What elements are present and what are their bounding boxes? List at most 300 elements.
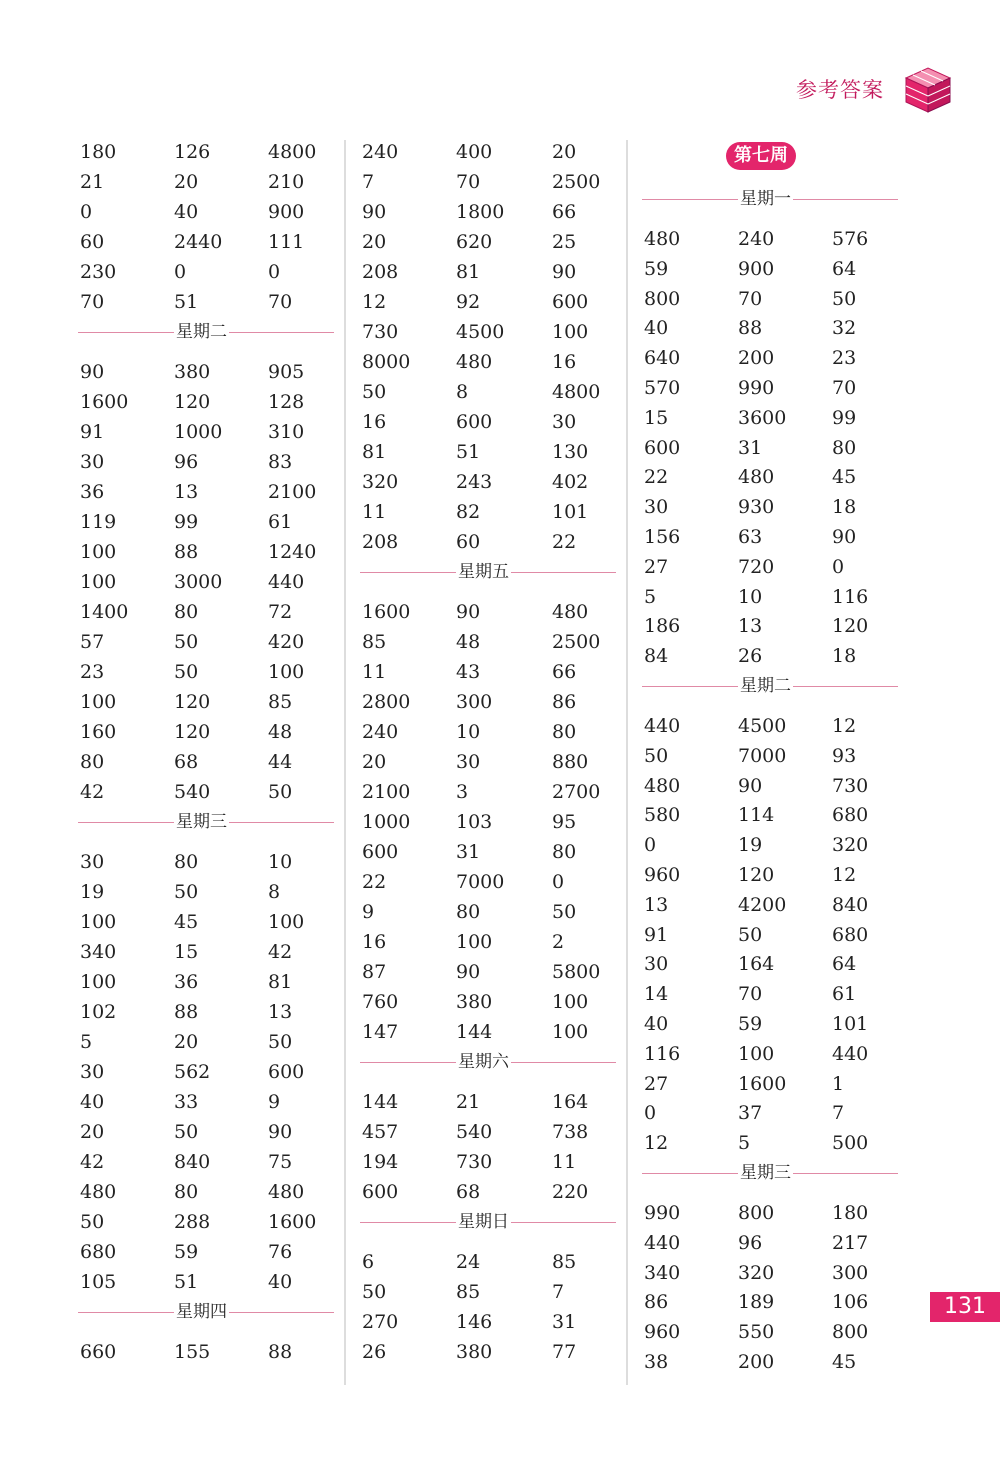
answer-value: 3	[456, 781, 469, 803]
day-heading	[360, 1047, 616, 1077]
answer-value: 144	[456, 1021, 493, 1043]
answer-value: 31	[552, 1311, 577, 1333]
answer-value: 2800	[362, 691, 411, 713]
answer-value: 210	[268, 171, 305, 193]
answer-value: 600	[456, 411, 493, 433]
day-heading	[642, 671, 898, 701]
answer-value: 340	[80, 941, 117, 963]
answer-value: 13	[644, 893, 669, 916]
answer-value: 25	[552, 231, 577, 253]
answer-value: 64	[832, 953, 857, 976]
answer-row	[360, 287, 616, 317]
answer-row	[642, 611, 898, 641]
answer-row	[360, 1247, 616, 1277]
answer-value: 30	[456, 751, 481, 773]
answer-value: 100	[738, 1042, 775, 1065]
answer-row	[642, 1128, 898, 1158]
answer-value: 440	[644, 1231, 681, 1254]
answer-value: 103	[456, 811, 493, 833]
answer-value: 63	[738, 526, 763, 548]
answer-value: 26	[738, 645, 763, 668]
answer-row	[78, 1027, 334, 1057]
answer-value: 147	[362, 1021, 399, 1043]
answer-value: 120	[738, 864, 775, 886]
answer-value: 92	[456, 291, 481, 313]
answer-value: 240	[362, 721, 399, 743]
answer-row	[642, 711, 898, 741]
answer-value: 16	[362, 411, 387, 433]
answer-value: 59	[738, 1013, 763, 1035]
answer-value: 99	[832, 406, 857, 429]
answer-value: 106	[832, 1291, 869, 1314]
answer-value: 31	[456, 841, 481, 863]
answer-row	[78, 687, 334, 717]
day-heading-label: 星期二	[174, 319, 229, 345]
answer-value: 0	[80, 201, 93, 223]
answer-row	[642, 741, 898, 771]
answer-row	[78, 197, 334, 227]
answer-row	[78, 1337, 334, 1367]
answer-row	[642, 890, 898, 920]
answer-row	[78, 1207, 334, 1237]
answer-value: 7	[832, 1102, 845, 1125]
answer-value: 480	[552, 601, 589, 623]
answer-value: 86	[552, 691, 577, 713]
answer-value: 80	[80, 751, 105, 773]
answer-value: 88	[738, 317, 763, 340]
answer-value: 90	[362, 201, 387, 223]
answer-value: 36	[80, 481, 105, 503]
answer-value: 76	[268, 1241, 293, 1263]
answer-value: 440	[644, 715, 681, 737]
day-heading-label: 星期四	[174, 1299, 229, 1325]
answer-value: 4800	[552, 381, 601, 403]
answer-row	[78, 447, 334, 477]
answer-value: 660	[80, 1341, 117, 1363]
answer-row	[642, 1009, 898, 1039]
answer-value: 1800	[456, 201, 505, 223]
answer-row	[78, 597, 334, 627]
answer-value: 240	[738, 228, 775, 250]
answer-value: 230	[80, 261, 117, 283]
answer-row	[78, 227, 334, 257]
answer-row	[78, 747, 334, 777]
answer-value: 27	[644, 1072, 669, 1095]
answer-value: 840	[174, 1151, 211, 1173]
answer-value: 85	[268, 691, 293, 713]
answer-value: 5	[644, 585, 657, 608]
answer-value: 43	[456, 661, 481, 683]
day-heading	[360, 557, 616, 587]
answer-value: 540	[456, 1121, 493, 1143]
answer-value: 440	[832, 1042, 869, 1065]
answer-row	[642, 920, 898, 950]
answer-value: 200	[738, 347, 775, 370]
answer-row	[78, 777, 334, 807]
answer-row	[360, 747, 616, 777]
answer-row	[360, 897, 616, 927]
answer-row	[642, 522, 898, 552]
answer-value: 81	[362, 441, 387, 463]
answer-value: 1	[832, 1072, 845, 1095]
answer-value: 24	[456, 1251, 481, 1273]
answer-value: 600	[268, 1061, 305, 1083]
answer-value: 60	[80, 231, 105, 253]
answer-value: 840	[832, 893, 869, 916]
answer-value: 90	[832, 526, 857, 548]
answer-row	[78, 537, 334, 567]
answer-value: 5	[738, 1132, 751, 1155]
answer-value: 3600	[738, 406, 787, 429]
answer-value: 120	[174, 691, 211, 713]
answer-value: 40	[174, 201, 199, 223]
answer-value: 87	[362, 961, 387, 983]
answer-value: 900	[268, 201, 305, 223]
answer-row	[642, 1098, 898, 1128]
answer-value: 14	[644, 983, 669, 1006]
answer-row	[642, 860, 898, 890]
answer-value: 80	[552, 721, 577, 743]
answer-value: 550	[738, 1321, 775, 1344]
answer-value: 116	[832, 585, 869, 608]
answer-row	[642, 284, 898, 314]
answer-value: 90	[738, 774, 763, 797]
answer-value: 420	[268, 631, 305, 653]
answer-row	[642, 582, 898, 612]
answer-row	[78, 847, 334, 877]
answer-row	[642, 224, 898, 254]
answer-value: 50	[80, 1211, 105, 1233]
answer-value: 95	[552, 811, 577, 833]
answer-value: 23	[832, 347, 857, 370]
answer-value: 580	[644, 804, 681, 827]
day-heading-label: 星期日	[456, 1209, 511, 1235]
answer-value: 100	[456, 931, 493, 953]
answer-row	[78, 997, 334, 1027]
answer-row	[360, 1307, 616, 1337]
answer-value: 16	[362, 931, 387, 953]
answer-value: 730	[832, 774, 869, 797]
answer-row	[78, 1087, 334, 1117]
answer-value: 19	[80, 881, 105, 903]
day-heading-label: 星期三	[738, 1160, 793, 1186]
answer-row	[360, 597, 616, 627]
answer-value: 540	[174, 781, 211, 803]
answer-row	[360, 927, 616, 957]
answer-row	[360, 317, 616, 347]
answer-value: 120	[832, 615, 869, 638]
answer-value: 930	[738, 496, 775, 519]
answer-value: 30	[80, 851, 105, 873]
day-heading-label: 星期五	[456, 559, 511, 585]
answer-value: 90	[456, 601, 481, 623]
answer-row	[360, 137, 616, 167]
answer-value: 2100	[362, 781, 411, 803]
answer-value: 480	[268, 1181, 305, 1203]
answer-value: 51	[174, 1271, 199, 1293]
answer-value: 80	[174, 601, 199, 623]
answer-value: 0	[644, 834, 657, 857]
answer-value: 1240	[268, 541, 317, 563]
answer-value: 51	[456, 441, 481, 463]
answer-value: 300	[456, 691, 493, 713]
answer-value: 12	[832, 864, 857, 886]
answer-row	[360, 987, 616, 1017]
answer-value: 80	[174, 851, 199, 873]
day-heading-label: 星期一	[738, 186, 793, 212]
answer-value: 12	[362, 291, 387, 313]
answer-value: 19	[738, 834, 763, 857]
answer-row	[78, 717, 334, 747]
answer-value: 114	[738, 804, 775, 827]
answer-row	[642, 1317, 898, 1347]
answer-value: 111	[268, 231, 305, 253]
answer-value: 61	[832, 983, 857, 1006]
answer-row	[642, 949, 898, 979]
answer-value: 100	[80, 971, 117, 993]
answer-value: 730	[362, 321, 399, 343]
answer-value: 81	[268, 971, 293, 993]
answer-value: 7000	[738, 744, 787, 767]
answer-value: 23	[80, 661, 105, 683]
answer-value: 400	[456, 141, 493, 163]
answer-row	[360, 467, 616, 497]
answer-value: 156	[644, 526, 681, 548]
answer-value: 2100	[268, 481, 317, 503]
answer-value: 905	[268, 361, 305, 383]
answer-value: 4500	[738, 715, 787, 737]
answer-value: 16	[552, 351, 577, 373]
answer-value: 730	[456, 1151, 493, 1173]
answer-value: 440	[268, 571, 305, 593]
answer-value: 990	[644, 1202, 681, 1224]
answer-value: 620	[456, 231, 493, 253]
answer-value: 100	[80, 541, 117, 563]
day-heading	[78, 317, 334, 347]
answer-value: 80	[552, 841, 577, 863]
answer-row	[78, 1147, 334, 1177]
answer-row	[360, 1177, 616, 1207]
answer-value: 59	[644, 257, 669, 280]
answer-value: 45	[832, 1351, 857, 1373]
answer-row	[360, 837, 616, 867]
answer-value: 20	[362, 751, 387, 773]
answer-value: 18	[832, 645, 857, 668]
answer-value: 100	[80, 691, 117, 713]
answer-value: 50	[268, 781, 293, 803]
day-heading	[78, 1297, 334, 1327]
day-heading-label: 星期三	[174, 809, 229, 835]
answer-row	[78, 257, 334, 287]
answer-value: 32	[832, 317, 857, 340]
answer-row	[642, 771, 898, 801]
answer-value: 960	[644, 1321, 681, 1344]
answer-value: 0	[552, 871, 565, 893]
answer-value: 7	[362, 171, 375, 193]
answer-value: 320	[832, 834, 869, 857]
answer-row	[360, 227, 616, 257]
answer-value: 1600	[268, 1211, 317, 1233]
answer-value: 50	[174, 631, 199, 653]
answer-value: 40	[268, 1271, 293, 1293]
answer-row	[360, 1087, 616, 1117]
answer-value: 57	[80, 631, 105, 653]
answer-value: 26	[362, 1341, 387, 1363]
answer-row	[642, 552, 898, 582]
answer-value: 50	[644, 744, 669, 767]
answer-value: 128	[268, 391, 305, 413]
answer-value: 155	[174, 1341, 211, 1363]
answer-value: 64	[832, 257, 857, 280]
answer-row	[360, 1337, 616, 1367]
answer-value: 10	[456, 721, 481, 743]
answer-value: 5	[80, 1031, 93, 1053]
answer-value: 760	[362, 991, 399, 1013]
answer-value: 27	[644, 555, 669, 578]
answer-value: 99	[174, 511, 199, 533]
answer-row	[642, 830, 898, 860]
answer-value: 96	[174, 451, 199, 473]
answer-value: 38	[644, 1351, 669, 1373]
answer-row	[360, 167, 616, 197]
answer-value: 1600	[738, 1072, 787, 1095]
answer-value: 680	[832, 923, 869, 946]
answer-value: 208	[362, 261, 399, 283]
answer-value: 68	[456, 1181, 481, 1203]
answer-value: 31	[738, 436, 763, 459]
column-divider	[344, 140, 346, 1385]
answer-row	[360, 687, 616, 717]
answer-value: 380	[456, 991, 493, 1013]
answer-value: 800	[644, 287, 681, 310]
answer-value: 0	[268, 261, 281, 283]
answer-row	[78, 287, 334, 317]
answer-value: 101	[832, 1013, 869, 1035]
answer-value: 81	[456, 261, 481, 283]
answer-row	[360, 437, 616, 467]
answer-value: 88	[268, 1341, 293, 1363]
answer-value: 40	[644, 1013, 669, 1035]
answer-value: 13	[738, 615, 763, 638]
answer-row	[78, 417, 334, 447]
answer-value: 36	[174, 971, 199, 993]
rubik-cube-icon	[898, 64, 956, 116]
answer-value: 217	[832, 1231, 869, 1254]
answer-value: 20	[174, 171, 199, 193]
answer-row	[78, 167, 334, 197]
answer-value: 2440	[174, 231, 223, 253]
answer-value: 1000	[362, 811, 411, 833]
answer-row	[78, 137, 334, 167]
answer-value: 1400	[80, 601, 129, 623]
answer-value: 320	[738, 1261, 775, 1284]
answer-value: 72	[268, 601, 293, 623]
answer-row	[642, 1069, 898, 1099]
answer-value: 600	[362, 841, 399, 863]
answer-value: 90	[456, 961, 481, 983]
answer-value: 380	[174, 361, 211, 383]
answer-value: 50	[832, 287, 857, 310]
answer-row	[360, 1117, 616, 1147]
answer-value: 77	[552, 1341, 577, 1363]
answer-value: 480	[644, 228, 681, 250]
answer-row	[360, 1147, 616, 1177]
answer-value: 100	[268, 911, 305, 933]
answer-value: 20	[362, 231, 387, 253]
answer-value: 91	[644, 923, 669, 946]
answer-value: 10	[738, 585, 763, 608]
answer-value: 480	[644, 774, 681, 797]
answer-value: 30	[644, 496, 669, 519]
day-heading	[360, 1207, 616, 1237]
answer-row	[360, 497, 616, 527]
answer-value: 66	[552, 201, 577, 223]
answer-value: 144	[362, 1091, 399, 1113]
answer-value: 85	[552, 1251, 577, 1273]
answer-value: 12	[644, 1132, 669, 1155]
answer-value: 50	[738, 923, 763, 946]
answer-row	[360, 527, 616, 557]
answer-row	[360, 657, 616, 687]
answer-value: 738	[552, 1121, 589, 1143]
answer-row	[642, 1287, 898, 1317]
answer-value: 880	[552, 751, 589, 773]
answer-row	[78, 967, 334, 997]
answer-row	[642, 492, 898, 522]
answer-value: 80	[456, 901, 481, 923]
answer-value: 5800	[552, 961, 601, 983]
answer-row	[642, 343, 898, 373]
answer-row	[642, 433, 898, 463]
answer-value: 600	[552, 291, 589, 313]
answer-value: 20	[552, 141, 577, 163]
answer-value: 380	[456, 1341, 493, 1363]
answer-row	[78, 1237, 334, 1267]
answer-value: 8000	[362, 351, 411, 373]
answer-value: 11	[552, 1151, 577, 1173]
day-heading-label: 星期二	[738, 673, 793, 699]
answer-row	[78, 877, 334, 907]
answer-value: 42	[80, 1151, 105, 1173]
answer-value: 85	[456, 1281, 481, 1303]
answer-value: 288	[174, 1211, 211, 1233]
answer-value: 22	[362, 871, 387, 893]
answer-value: 80	[174, 1181, 199, 1203]
answer-row	[360, 957, 616, 987]
answer-value: 270	[362, 1311, 399, 1333]
answer-value: 1000	[174, 421, 223, 443]
answer-value: 93	[832, 744, 857, 767]
answer-value: 51	[174, 291, 199, 313]
answer-row	[642, 979, 898, 1009]
answer-value: 480	[456, 351, 493, 373]
answer-value: 340	[644, 1261, 681, 1284]
answer-value: 180	[832, 1202, 869, 1224]
answer-value: 30	[80, 1061, 105, 1083]
answer-row	[78, 357, 334, 387]
answer-value: 88	[174, 1001, 199, 1023]
answer-value: 70	[268, 291, 293, 313]
answer-value: 61	[268, 511, 293, 533]
answer-row	[78, 907, 334, 937]
answer-value: 70	[456, 171, 481, 193]
answer-row	[360, 867, 616, 897]
answer-row	[642, 641, 898, 671]
answer-value: 50	[174, 1121, 199, 1143]
answer-value: 100	[80, 911, 117, 933]
answer-row	[360, 1017, 616, 1047]
answer-value: 220	[552, 1181, 589, 1203]
